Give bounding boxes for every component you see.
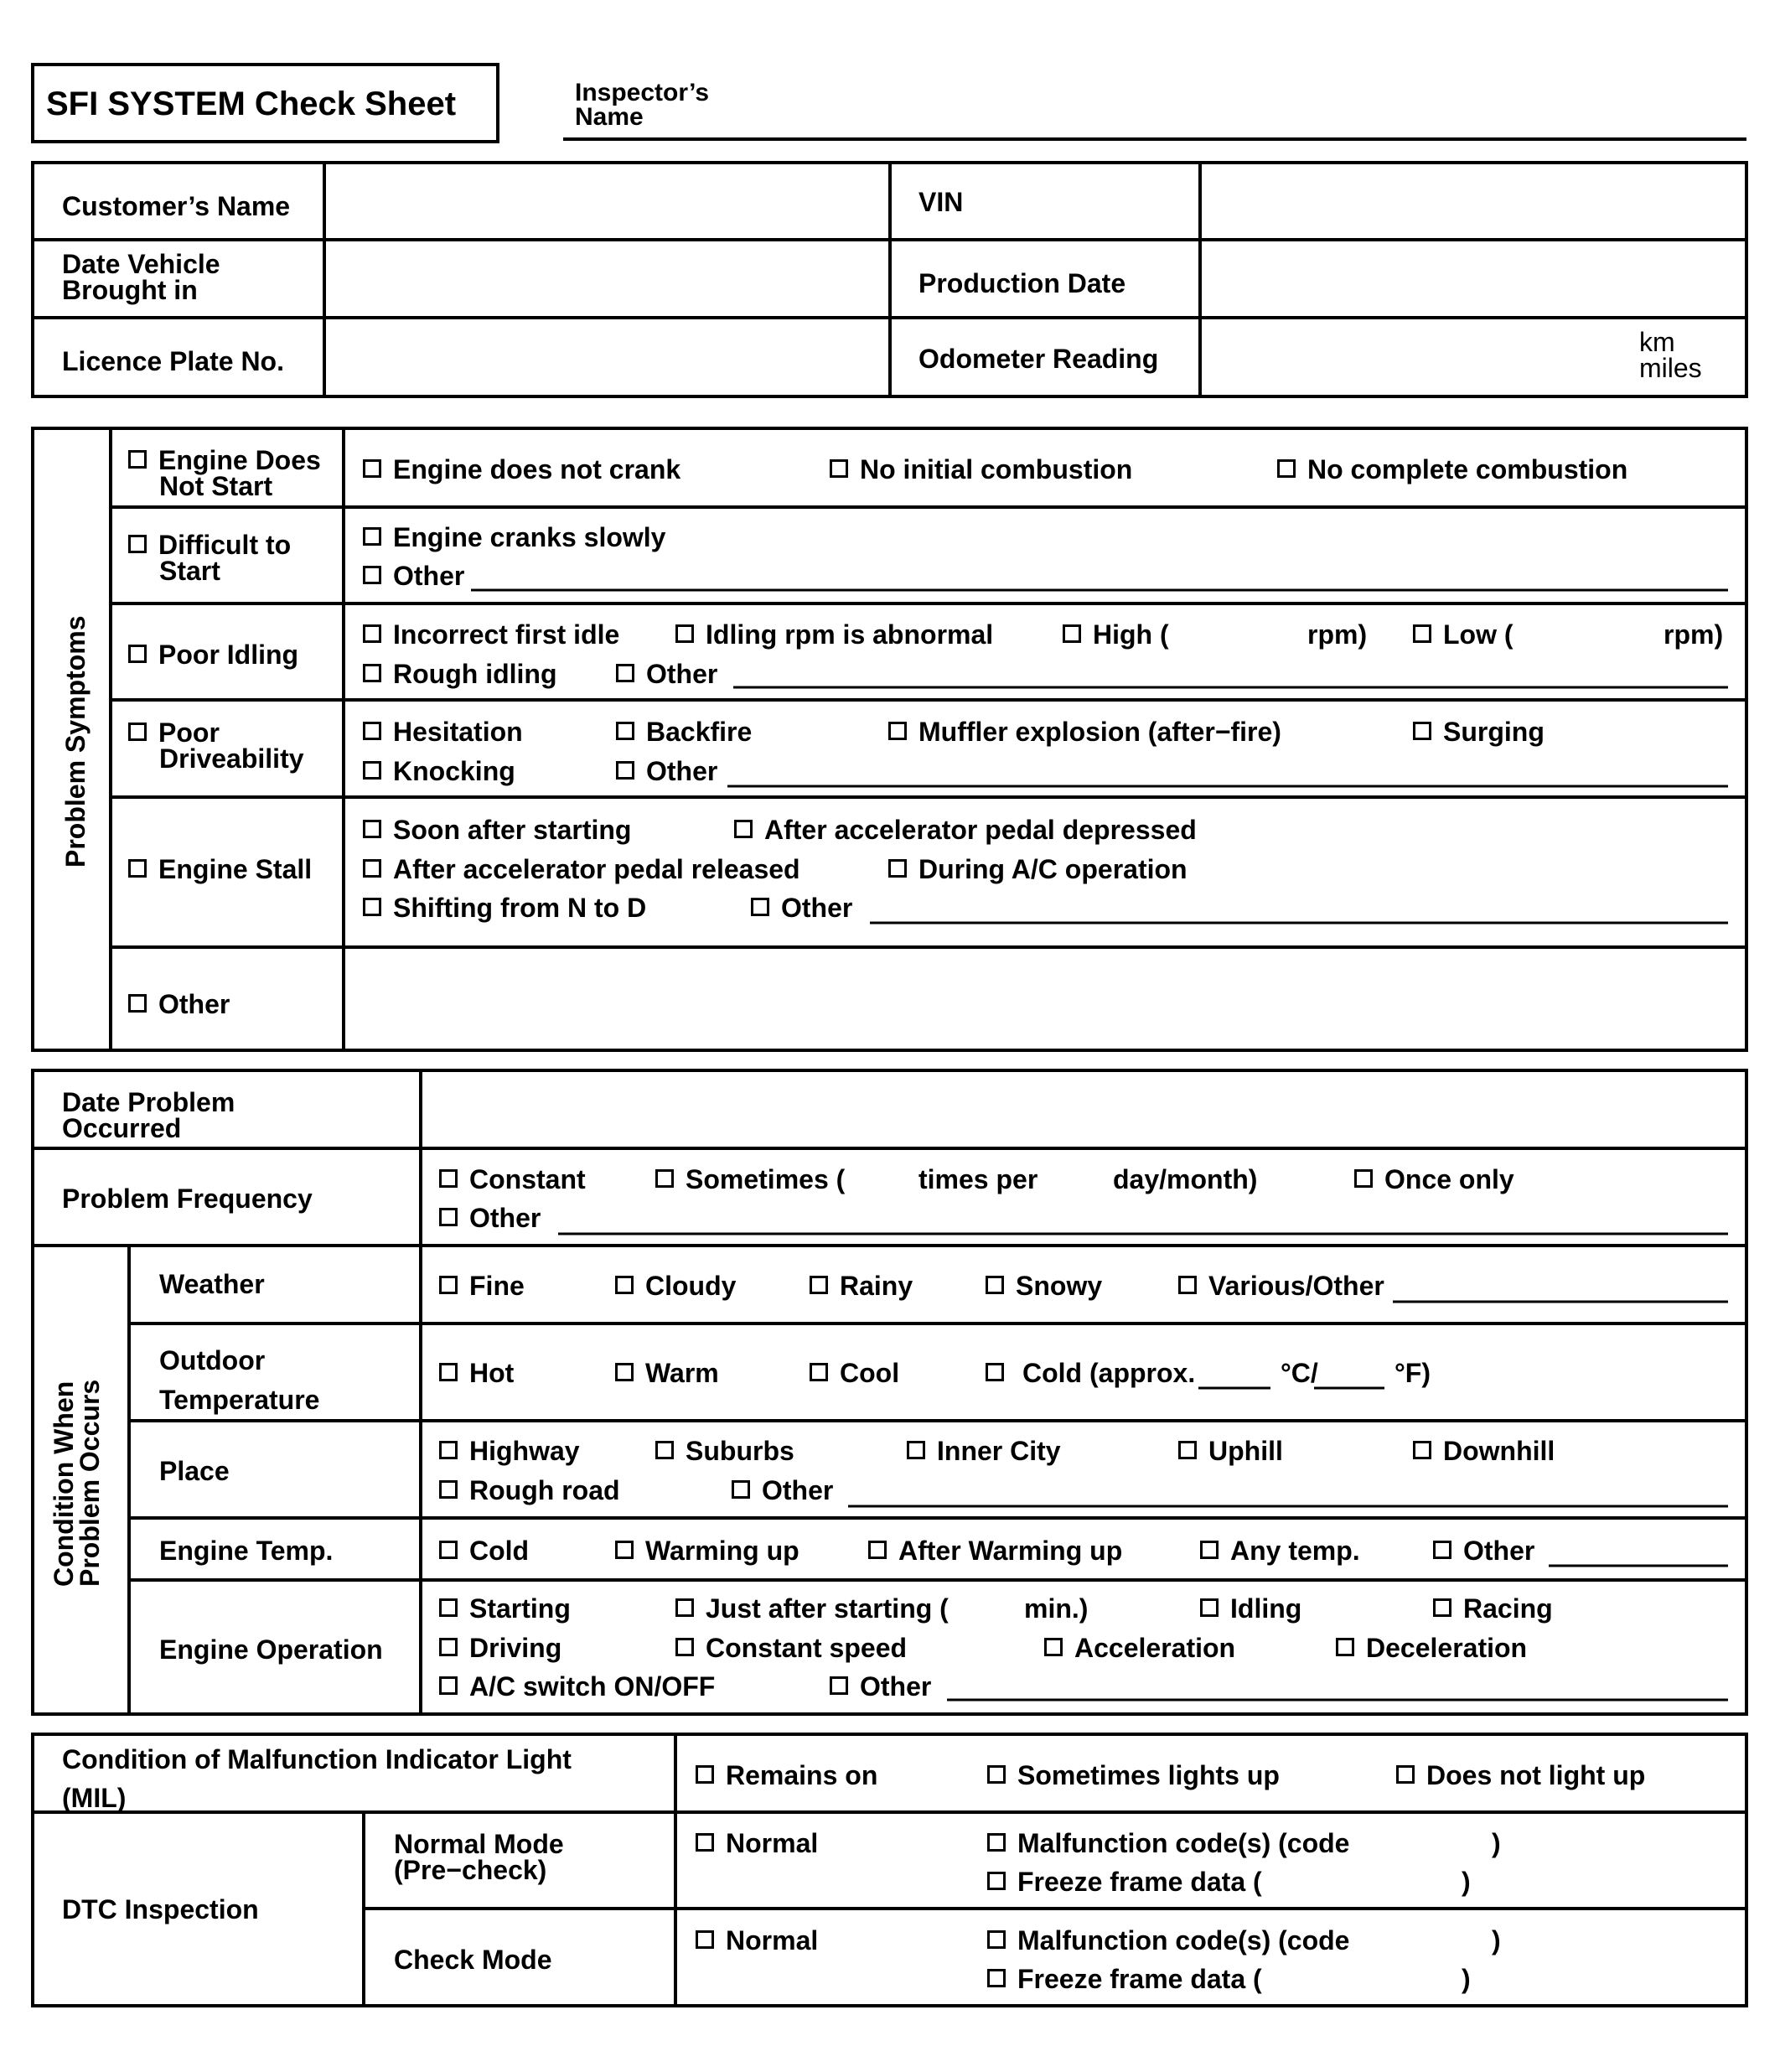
option-label: Constant speed xyxy=(706,1633,908,1663)
ac-switch-option[interactable] xyxy=(439,1673,715,1700)
inspector-name-field[interactable] xyxy=(662,92,1743,136)
option-label: No initial combustion xyxy=(860,454,1133,484)
idle-high-rpm-unit: rpm) xyxy=(1307,619,1368,650)
various-other-option[interactable] xyxy=(1178,1272,1384,1299)
date-problem-occurred-field[interactable] xyxy=(425,1074,1743,1145)
constant-option[interactable] xyxy=(439,1166,586,1193)
mil-label-line2: (MIL) xyxy=(62,1783,127,1813)
backfire-option[interactable] xyxy=(616,718,752,745)
engine-does-not-start-line2: Not Start xyxy=(159,471,273,501)
option-label: Warm xyxy=(645,1358,719,1388)
checkbox[interactable] xyxy=(363,820,381,838)
close-paren: ) xyxy=(1462,1964,1471,1994)
checkbox[interactable] xyxy=(734,820,753,838)
option-label: Once only xyxy=(1384,1164,1514,1194)
checkbox[interactable] xyxy=(439,1598,458,1617)
place-other-option[interactable] xyxy=(732,1477,833,1504)
engine-does-not-crank-option[interactable] xyxy=(363,456,680,483)
poor-driveability-line2: Driveability xyxy=(159,743,304,774)
checkbox[interactable] xyxy=(1277,459,1296,478)
surging-option[interactable] xyxy=(1413,718,1545,745)
other-symptom-label[interactable] xyxy=(128,991,230,1018)
checkbox[interactable] xyxy=(439,1480,458,1499)
checkbox[interactable] xyxy=(128,723,147,741)
option-label: Normal xyxy=(726,1828,819,1858)
checkbox[interactable] xyxy=(675,1598,694,1617)
checkbox[interactable] xyxy=(868,1541,887,1559)
checkbox[interactable] xyxy=(128,645,147,663)
odometer-field[interactable] xyxy=(1204,321,1623,393)
checkbox[interactable] xyxy=(986,1276,1004,1294)
poor-driveability-line1: Poor xyxy=(128,719,304,746)
option-label: Cold (approx. xyxy=(1022,1358,1196,1388)
checkbox[interactable] xyxy=(696,1765,714,1784)
close-paren: ) xyxy=(1492,1828,1501,1858)
option-label: Acceleration xyxy=(1074,1633,1236,1663)
checkbox[interactable] xyxy=(1433,1598,1451,1617)
option-label: Warming up xyxy=(645,1536,799,1566)
condition-line1: Condition When xyxy=(49,1380,79,1587)
checkbox[interactable] xyxy=(830,459,848,478)
difficult-to-start-line2: Start xyxy=(159,556,220,586)
difficult-to-start-label[interactable] xyxy=(128,531,291,584)
remains-on-option[interactable] xyxy=(696,1762,877,1789)
rough-idling-option[interactable] xyxy=(363,660,557,687)
option-label: Normal xyxy=(726,1925,819,1955)
customer-name-label: Customer’s Name xyxy=(62,191,291,221)
after-pedal-depressed-option[interactable] xyxy=(734,816,1197,843)
mil-label-line1: Condition of Malfunction Indicator Light xyxy=(62,1744,572,1774)
fine-option[interactable] xyxy=(439,1272,525,1299)
checkbox[interactable] xyxy=(907,1441,925,1459)
cold-engine-option[interactable] xyxy=(439,1537,529,1564)
page-title: SFI SYSTEM Check Sheet xyxy=(46,85,457,122)
rainy-option[interactable] xyxy=(810,1272,913,1299)
checkbox[interactable] xyxy=(675,1638,694,1656)
cool-option[interactable] xyxy=(810,1360,899,1386)
times-per-text: times per xyxy=(918,1164,1038,1194)
checkbox[interactable] xyxy=(128,535,147,553)
date-vehicle-brought-field[interactable] xyxy=(329,243,887,314)
option-label: Suburbs xyxy=(686,1436,794,1466)
option-label: High ( xyxy=(1093,619,1169,650)
option-label: A/C switch ON/OFF xyxy=(469,1671,716,1702)
snowy-option[interactable] xyxy=(986,1272,1102,1299)
date-vehicle-brought-label xyxy=(62,251,220,303)
racing-option[interactable] xyxy=(1433,1595,1553,1622)
deceleration-option[interactable] xyxy=(1336,1634,1527,1661)
muffler-explosion-option[interactable] xyxy=(888,718,1281,745)
option-label: Other xyxy=(860,1671,932,1702)
checkbox[interactable] xyxy=(888,859,907,878)
inspector-label-line1: Inspector’s xyxy=(575,79,710,106)
idling-option[interactable] xyxy=(1200,1595,1301,1622)
option-label: Various/Other xyxy=(1208,1271,1384,1301)
celsius-unit: °C/ xyxy=(1281,1358,1318,1388)
checkbox[interactable] xyxy=(987,1969,1006,1987)
checkbox[interactable] xyxy=(1413,1441,1431,1459)
inner-city-option[interactable] xyxy=(907,1437,1061,1464)
incorrect-first-idle-option[interactable] xyxy=(363,621,619,648)
option-label: Constant xyxy=(469,1164,586,1194)
engine-stall-other-option[interactable] xyxy=(751,894,852,921)
option-label: Snowy xyxy=(1016,1271,1103,1301)
checkbox[interactable] xyxy=(363,624,381,643)
checkbox[interactable] xyxy=(439,1363,458,1381)
option-label: Hesitation xyxy=(393,717,523,747)
odometer-label: Odometer Reading xyxy=(918,344,1159,374)
engine-temp-other-option[interactable] xyxy=(1433,1537,1534,1564)
option-label: Knocking xyxy=(393,756,515,786)
option-label: Rainy xyxy=(840,1271,913,1301)
checkbox[interactable] xyxy=(655,1441,674,1459)
option-label: Cloudy xyxy=(645,1271,737,1301)
option-label: Driving xyxy=(469,1633,562,1663)
fahrenheit-unit: °F) xyxy=(1395,1358,1431,1388)
licence-plate-field[interactable] xyxy=(329,321,887,393)
cold-approx-option[interactable] xyxy=(986,1360,1195,1386)
odometer-unit-miles: miles xyxy=(1639,353,1702,383)
engine-does-not-start-label[interactable] xyxy=(128,447,321,500)
checkbox[interactable] xyxy=(1413,722,1431,740)
normal-mode-line1: Normal Mode xyxy=(394,1829,564,1859)
checkbox[interactable] xyxy=(675,624,694,643)
option-label: Uphill xyxy=(1208,1436,1283,1466)
option-label: No complete combustion xyxy=(1307,454,1628,484)
checkbox[interactable] xyxy=(987,1930,1006,1949)
checkbox[interactable] xyxy=(363,459,381,478)
warming-up-option[interactable] xyxy=(615,1537,799,1564)
option-label: Other xyxy=(646,659,718,689)
close-paren: ) xyxy=(1492,1925,1501,1955)
option-label: Sometimes ( xyxy=(686,1164,846,1194)
warm-option[interactable] xyxy=(615,1360,719,1386)
option-label: Malfunction code(s) (code xyxy=(1017,1925,1350,1955)
check-mode-freeze-frame-option[interactable] xyxy=(987,1966,1262,1992)
option-label: Engine Stall xyxy=(158,854,313,884)
checkbox[interactable] xyxy=(987,1765,1006,1784)
just-after-starting-option[interactable] xyxy=(675,1595,949,1622)
checkbox[interactable] xyxy=(986,1363,1004,1381)
weather-label: Weather xyxy=(159,1269,265,1299)
checkbox[interactable] xyxy=(1433,1541,1451,1559)
soon-after-starting-option[interactable] xyxy=(363,816,631,843)
option-label: Other xyxy=(158,989,230,1019)
option-label: Downhill xyxy=(1443,1436,1555,1466)
checkbox[interactable] xyxy=(615,1276,634,1294)
outdoor-temp-line1: Outdoor xyxy=(159,1345,266,1375)
option-label: Idling rpm is abnormal xyxy=(706,619,994,650)
inspector-label-line2: Name xyxy=(575,103,644,131)
checkbox[interactable] xyxy=(830,1676,848,1695)
acceleration-option[interactable] xyxy=(1044,1634,1235,1661)
option-label: Surging xyxy=(1443,717,1545,747)
engine-cranks-slowly-option[interactable] xyxy=(363,524,665,551)
highway-option[interactable] xyxy=(439,1437,580,1464)
option-label: Engine cranks slowly xyxy=(393,522,666,552)
checkbox[interactable] xyxy=(616,664,634,682)
option-label: During A/C operation xyxy=(918,854,1188,884)
option-label: Other xyxy=(393,561,465,591)
suburbs-option[interactable] xyxy=(655,1437,794,1464)
checkbox[interactable] xyxy=(439,1169,458,1188)
option-label: Soon after starting xyxy=(393,815,632,845)
check-mode-malfunction-option[interactable] xyxy=(987,1927,1349,1954)
engine-operation-other-option[interactable] xyxy=(830,1673,931,1700)
checkbox[interactable] xyxy=(1063,624,1081,643)
outdoor-temperature-label xyxy=(159,1341,319,1420)
option-label: Highway xyxy=(469,1436,580,1466)
option-label: Idling xyxy=(1230,1593,1302,1624)
checkbox[interactable] xyxy=(363,722,381,740)
checkbox[interactable] xyxy=(888,722,907,740)
check-mode-normal-option[interactable] xyxy=(696,1927,818,1954)
option-label: Starting xyxy=(469,1593,571,1624)
option-label: Deceleration xyxy=(1366,1633,1528,1663)
checkbox[interactable] xyxy=(1200,1541,1219,1559)
option-label: Cool xyxy=(840,1358,900,1388)
driveability-other-option[interactable] xyxy=(616,758,717,785)
option-label: Fine xyxy=(469,1271,525,1301)
option-label: After accelerator pedal depressed xyxy=(764,815,1197,845)
option-label: Low ( xyxy=(1443,619,1514,650)
option-label: Any temp. xyxy=(1230,1536,1360,1566)
driving-option[interactable] xyxy=(439,1634,561,1661)
option-label: Inner City xyxy=(937,1436,1061,1466)
minutes-unit: min.) xyxy=(1024,1593,1089,1624)
checkbox[interactable] xyxy=(1178,1276,1197,1294)
checkbox[interactable] xyxy=(363,664,381,682)
production-date-label: Production Date xyxy=(918,268,1126,298)
no-initial-combustion-option[interactable] xyxy=(830,456,1132,483)
engine-operation-label: Engine Operation xyxy=(159,1634,383,1665)
option-label: Freeze frame data ( xyxy=(1017,1964,1262,1994)
option-label: Just after starting ( xyxy=(706,1593,949,1624)
date-problem-occurred-label xyxy=(62,1089,235,1142)
mil-condition-label xyxy=(62,1740,572,1817)
checkbox[interactable] xyxy=(655,1169,674,1188)
checkbox[interactable] xyxy=(696,1930,714,1949)
problem-symptoms-label: Problem Symptoms xyxy=(60,615,91,868)
checkbox[interactable] xyxy=(616,761,634,780)
checkbox[interactable] xyxy=(363,859,381,878)
place-label: Place xyxy=(159,1456,230,1486)
hesitation-option[interactable] xyxy=(363,718,523,745)
knocking-option[interactable] xyxy=(363,758,515,785)
hot-option[interactable] xyxy=(439,1360,514,1386)
checkbox[interactable] xyxy=(363,898,381,916)
any-temp-option[interactable] xyxy=(1200,1537,1360,1564)
cloudy-option[interactable] xyxy=(615,1272,736,1299)
option-label: Cold xyxy=(469,1536,530,1566)
checkbox[interactable] xyxy=(128,994,147,1013)
checkbox[interactable] xyxy=(987,1872,1006,1890)
checkbox[interactable] xyxy=(696,1833,714,1852)
option-label: Hot xyxy=(469,1358,515,1388)
once-only-option[interactable] xyxy=(1354,1166,1514,1193)
idle-high-option[interactable] xyxy=(1063,621,1169,648)
constant-speed-option[interactable] xyxy=(675,1634,907,1661)
option-label: Other xyxy=(469,1203,541,1233)
check-mode-label: Check Mode xyxy=(394,1945,552,1975)
option-label: Rough idling xyxy=(393,659,557,689)
frequency-other-option[interactable] xyxy=(439,1204,541,1231)
sometimes-option[interactable] xyxy=(655,1166,845,1193)
option-label: Shifting from N to D xyxy=(393,893,647,923)
production-date-field[interactable] xyxy=(1204,243,1743,314)
option-label: Engine does not crank xyxy=(393,454,681,484)
checkbox[interactable] xyxy=(1354,1169,1373,1188)
checkbox[interactable] xyxy=(439,1276,458,1294)
vin-label: VIN xyxy=(918,187,964,217)
after-warming-up-option[interactable] xyxy=(868,1537,1122,1564)
checkbox[interactable] xyxy=(1178,1441,1197,1459)
checkbox[interactable] xyxy=(439,1541,458,1559)
odometer-unit-km: km xyxy=(1639,327,1675,357)
poor-idling-label[interactable] xyxy=(128,641,298,668)
normal-mode-freeze-frame-option[interactable] xyxy=(987,1868,1262,1895)
checkbox[interactable] xyxy=(810,1363,828,1381)
normal-mode-label xyxy=(394,1831,564,1883)
option-label: Backfire xyxy=(646,717,753,747)
condition-line2: Problem Occurs xyxy=(75,1379,105,1587)
checkbox[interactable] xyxy=(363,527,381,546)
checkbox[interactable] xyxy=(439,1676,458,1695)
sometimes-lights-up-option[interactable] xyxy=(987,1762,1280,1789)
difficult-start-other-option[interactable] xyxy=(363,562,464,589)
option-label: After accelerator pedal released xyxy=(393,854,800,884)
option-label: Poor Idling xyxy=(158,640,299,670)
checkbox[interactable] xyxy=(439,1441,458,1459)
option-label: Remains on xyxy=(726,1760,878,1790)
checkbox[interactable] xyxy=(1044,1638,1063,1656)
option-label: Rough road xyxy=(469,1475,620,1505)
checkbox[interactable] xyxy=(751,898,769,916)
normal-mode-line2: (Pre−check) xyxy=(394,1855,547,1885)
normal-mode-malfunction-option[interactable] xyxy=(987,1830,1349,1857)
date-problem-line2: Occurred xyxy=(62,1113,182,1143)
poor-idling-other-option[interactable] xyxy=(616,660,717,687)
problem-frequency-label: Problem Frequency xyxy=(62,1184,313,1214)
idling-rpm-abnormal-option[interactable] xyxy=(675,621,993,648)
no-complete-combustion-option[interactable] xyxy=(1277,456,1627,483)
outdoor-temp-line2: Temperature xyxy=(159,1385,320,1415)
condition-when-problem-occurs-label xyxy=(50,1380,103,1587)
engine-does-not-start-line1: Engine Does xyxy=(128,447,321,474)
dtc-inspection-label: DTC Inspection xyxy=(62,1894,259,1924)
close-paren: ) xyxy=(1462,1867,1471,1897)
engine-stall-label[interactable] xyxy=(128,856,312,883)
customer-name-field[interactable] xyxy=(329,166,887,236)
option-label: Other xyxy=(762,1475,834,1505)
option-label: Incorrect first idle xyxy=(393,619,620,650)
option-label: Freeze frame data ( xyxy=(1017,1867,1262,1897)
uphill-option[interactable] xyxy=(1178,1437,1283,1464)
difficult-to-start-line1: Difficult to xyxy=(128,531,291,558)
checkbox[interactable] xyxy=(810,1276,828,1294)
checkbox[interactable] xyxy=(363,566,381,584)
rough-road-option[interactable] xyxy=(439,1477,620,1504)
option-label: Muffler explosion (after−fire) xyxy=(918,717,1281,747)
option-label: Other xyxy=(781,893,853,923)
does-not-light-up-option[interactable] xyxy=(1396,1762,1645,1789)
shifting-n-to-d-option[interactable] xyxy=(363,894,646,921)
option-label: Racing xyxy=(1463,1593,1553,1624)
licence-plate-label: Licence Plate No. xyxy=(62,346,284,376)
option-label: After Warming up xyxy=(898,1536,1123,1566)
checkbox[interactable] xyxy=(732,1480,750,1499)
during-ac-operation-option[interactable] xyxy=(888,856,1188,883)
checkbox[interactable] xyxy=(1336,1638,1354,1656)
checkbox[interactable] xyxy=(615,1363,634,1381)
idle-low-rpm-unit: rpm) xyxy=(1664,619,1724,650)
normal-mode-normal-option[interactable] xyxy=(696,1830,818,1857)
checkbox[interactable] xyxy=(128,450,147,469)
other-symptom-field[interactable] xyxy=(348,951,1743,1047)
checkbox[interactable] xyxy=(439,1208,458,1226)
checkbox[interactable] xyxy=(1200,1598,1219,1617)
checkbox[interactable] xyxy=(1413,624,1431,643)
engine-temp-label: Engine Temp. xyxy=(159,1536,334,1566)
day-month-text: day/month) xyxy=(1113,1164,1258,1194)
idle-low-option[interactable] xyxy=(1413,621,1514,648)
checkbox[interactable] xyxy=(615,1541,634,1559)
date-brought-line1: Date Vehicle xyxy=(62,249,220,279)
checkbox[interactable] xyxy=(1396,1765,1415,1784)
checkbox[interactable] xyxy=(439,1638,458,1656)
vin-field[interactable] xyxy=(1204,166,1743,236)
downhill-option[interactable] xyxy=(1413,1437,1555,1464)
date-problem-line1: Date Problem xyxy=(62,1087,235,1117)
after-pedal-released-option[interactable] xyxy=(363,856,800,883)
option-label: Other xyxy=(646,756,718,786)
option-label: Does not light up xyxy=(1426,1760,1646,1790)
checkbox[interactable] xyxy=(363,761,381,780)
option-label: Other xyxy=(1463,1536,1535,1566)
option-label: Malfunction code(s) (code xyxy=(1017,1828,1350,1858)
option-label: Sometimes lights up xyxy=(1017,1760,1280,1790)
poor-driveability-label[interactable] xyxy=(128,719,304,772)
starting-option[interactable] xyxy=(439,1595,571,1622)
date-brought-line2: Brought in xyxy=(62,275,198,305)
checkbox[interactable] xyxy=(616,722,634,740)
checkbox[interactable] xyxy=(987,1833,1006,1852)
checkbox[interactable] xyxy=(128,859,147,878)
